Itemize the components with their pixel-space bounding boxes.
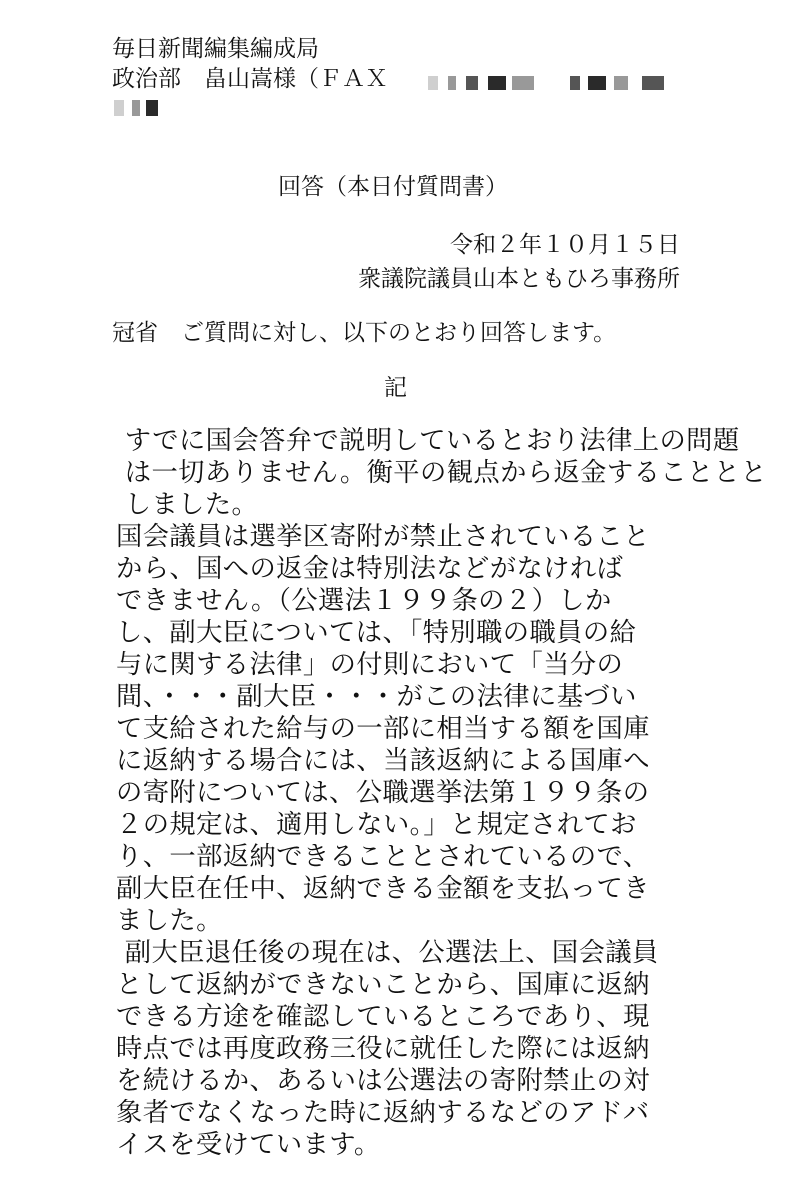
redaction-block (428, 76, 438, 90)
body-line: すでに国会答弁で説明しているとおり法律上の問題 (116, 426, 740, 456)
redaction-block (132, 100, 140, 116)
body-line: 国会議員は選挙区寄附が禁止されていること (116, 522, 650, 552)
body-line: 与に関する法律」の付則において「当分の (116, 650, 624, 680)
body-line: ました。 (116, 906, 223, 936)
body-line: できる方途を確認しているところであり、現 (116, 1002, 650, 1032)
redaction-block (466, 76, 478, 90)
body-line: の寄附については、公職選挙法第１９９条の (116, 778, 650, 808)
body-line: ２の規定は、適用しない。」と規定されてお (116, 810, 637, 840)
body-line: て支給された給与の一部に相当する額を国庫 (116, 714, 650, 744)
body-line: 間、・・・副大臣・・・がこの法律に基づい (116, 682, 637, 712)
body-line: り、一部返納できることとされているので、 (116, 842, 650, 872)
sender-office: 衆議院議員山本ともひろ事務所 (358, 266, 680, 292)
redacted-fax-number-continued (112, 100, 172, 116)
body-line: 象者でなくなった時に返納するなどのアドバ (116, 1098, 650, 1128)
body-line: は一切ありません。衡平の観点から返金することとと (116, 458, 768, 488)
body-line: を続けるか、あるいは公選法の寄附禁止の対 (116, 1066, 650, 1096)
redaction-block (570, 76, 580, 90)
redaction-block (588, 76, 606, 90)
body-line: 副大臣退任後の現在は、公選法上、国会議員 (116, 938, 659, 968)
redaction-block (512, 76, 534, 90)
body-line: として返納ができないことから、国庫に返納 (116, 970, 650, 1000)
section-heading-ki: 記 (384, 375, 407, 401)
redaction-block (146, 100, 158, 116)
body-line: に返納する場合には、当該返納による国庫へ (116, 746, 650, 776)
document-date: 令和２年１０月１５日 (450, 232, 680, 258)
redaction-block (488, 76, 506, 90)
body-line: から、国への返金は特別法などがなければ (116, 554, 624, 584)
body-line: 副大臣在任中、返納できる金額を支払ってき (116, 874, 650, 904)
redacted-fax-number (420, 76, 680, 90)
redaction-block (642, 76, 664, 90)
redaction-block (114, 100, 124, 116)
body-line: しました。 (116, 490, 259, 520)
body-line: し、副大臣については、「特別職の職員の給 (116, 618, 637, 648)
redaction-block (614, 76, 628, 90)
recipient-organization: 毎日新聞編集編成局 (112, 36, 319, 62)
body-line: 時点では再度政務三役に就任した際には返納 (116, 1034, 650, 1064)
recipient-name-fax: 政治部 畠山嵩様（ＦＡＸ (112, 66, 388, 92)
body-line: できません。（公選法１９９条の２）しか (116, 586, 612, 616)
document-title: 回答（本日付質問書） (278, 174, 508, 200)
redaction-block (448, 76, 456, 90)
opening-greeting: 冠省 ご質問に対し、以下のとおり回答します。 (112, 320, 617, 346)
body-line: イスを受けています。 (116, 1130, 381, 1160)
